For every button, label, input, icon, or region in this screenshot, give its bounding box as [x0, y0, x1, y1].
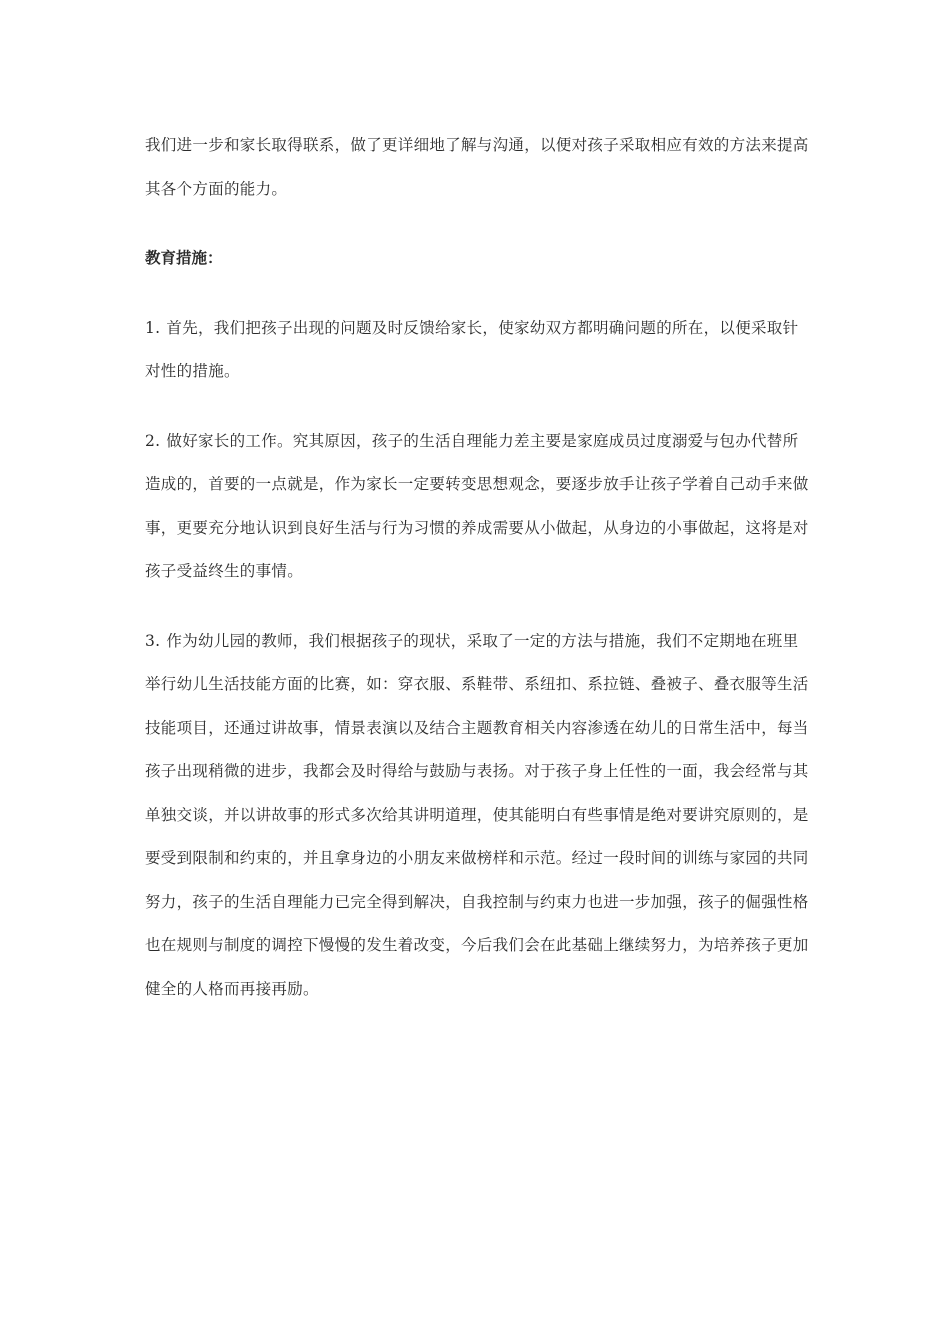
item-number: 2. [145, 431, 161, 450]
section-heading: 教育措施： [145, 249, 223, 267]
item-text: 首先，我们把孩子出现的问题及时反馈给家长，使家幼双方都明确问题的所在，以便采取针对性的措施。 [145, 318, 799, 380]
measure-item-2 [145, 420, 810, 594]
intro-paragraph: 我们进一步和家长取得联系，做了更详细地了解与沟通，以便对孩子采取相应有效的方法来提高其各个方面的能力。 [145, 136, 809, 198]
measure-item-3 [145, 620, 810, 1012]
item-text: 作为幼儿园的教师，我们根据孩子的现状，采取了一定的方法与措施，我们不定期地在班里举行幼儿生活技能方面的比赛，如：穿衣服、系鞋带、系纽扣、系拉链、叠被子、叠衣服等生活技能项目，还通过讲故事，情景表演以及结合主题教育相关内容渗透在幼儿的日常生活中，每当孩子出现稍微的进步，我都会及时得给与鼓励与表扬。对于孩子身上任性的一面，我会经常与其单独交谈，并以讲故事的形式多次给其讲明道理，使其能明白有些事情是绝对要讲究原则的，是要受到限制和约束的，并且拿身边的小朋友来做榜样和示范。经过一段时间的训练与家园的共同努力，孩子的生活自理能力已完全得到解决，自我控制与约束力也进一步加强，孩子的倔强性格也在规则与制度的调控下慢慢的发生着改变，今后我们会在此基础上继续努力，为培养孩子更加健全的人格而再接再励。 [145, 631, 809, 998]
item-text: 做好家长的工作。究其原因，孩子的生活自理能力差主要是家庭成员过度溺爱与包办代替所造成的，首要的一点就是，作为家长一定要转变思想观念，要逐步放手让孩子学着自己动手来做事，更要充分地认识到良好生活与行为习惯的养成需要从小做起，从身边的小事做起，这将是对孩子受益终生的事情。 [145, 431, 809, 580]
item-number: 1. [145, 318, 161, 337]
measure-item-1 [145, 307, 810, 394]
document-body [145, 124, 810, 1037]
item-number: 3. [145, 631, 161, 650]
